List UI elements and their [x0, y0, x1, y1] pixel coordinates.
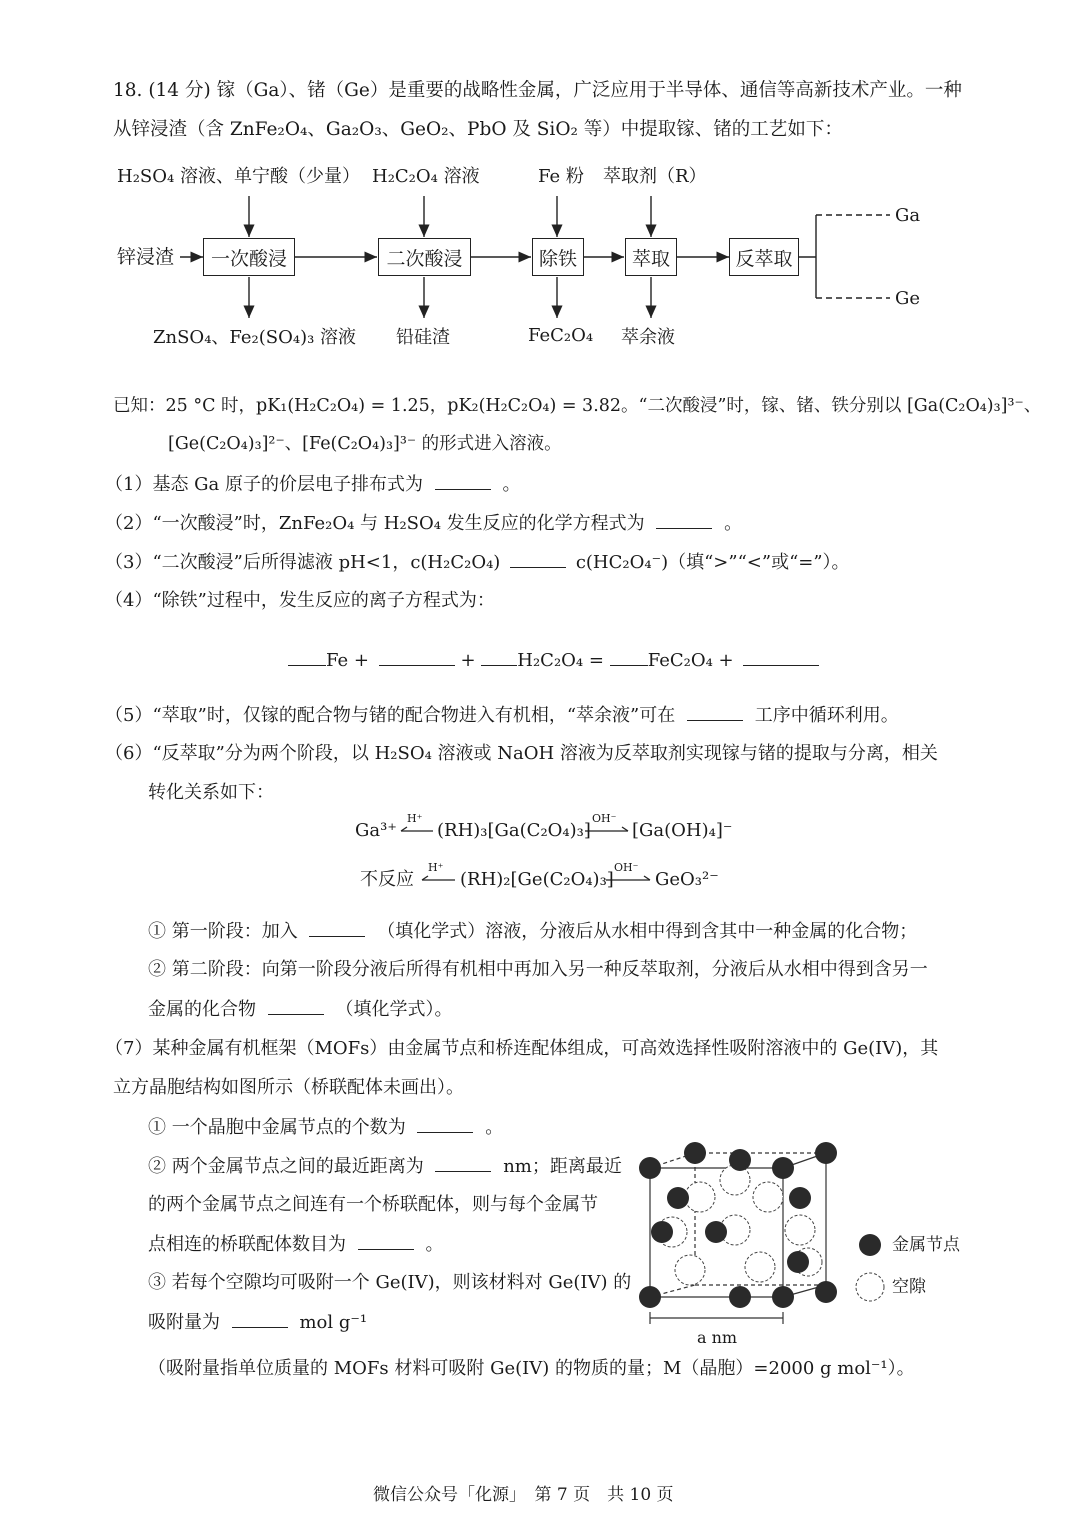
flow-step-1: 一次酸浸: [203, 238, 295, 276]
question-intro: 镓（Ga）、锗（Ge）是重要的战略性金属，广泛应用于半导体、通信等高新技术产业。一种: [216, 80, 962, 101]
q4-eq-fec2o4: FeC₂O₄ +: [647, 650, 734, 671]
q6-s1-text: ① 第一阶段：加入: [148, 921, 298, 942]
q4-equation: [288, 651, 819, 670]
q7-s2-blank[interactable]: [435, 1157, 491, 1172]
q1-text: （1）基态 Ga 原子的价层电子排布式为: [105, 474, 424, 495]
q3-rest: c(HC₂O₄⁻)（填“>”“<”或“=”）。: [575, 552, 850, 573]
q6-r1-oh: OH⁻: [592, 812, 617, 825]
question-number: 18.: [113, 80, 143, 101]
flow-step-4: 萃取: [625, 238, 677, 276]
crystal-cell-figure: [639, 1142, 884, 1324]
q4-blank-3[interactable]: [481, 651, 517, 666]
question-header: [113, 82, 962, 101]
flow-output-2: 铅硅渣: [396, 327, 450, 348]
q6-stage-1: [148, 922, 917, 941]
q4-blank-1[interactable]: [288, 651, 326, 666]
q6-text-2: 转化关系如下：: [148, 782, 274, 803]
flow-input-3: Fe 粉: [538, 166, 584, 187]
q1-blank[interactable]: [435, 475, 491, 490]
q2-blank[interactable]: [656, 514, 712, 529]
q6-s2-blank[interactable]: [268, 1000, 324, 1015]
q7-s3b-line: [148, 1313, 367, 1332]
q6-s1-blank[interactable]: [309, 922, 365, 937]
legend-void: 空隙: [892, 1277, 926, 1297]
q4-text: （4）“除铁”过程中，发生反应的离子方程式为：: [105, 590, 495, 611]
q6-r1-left: Ga³⁺: [355, 820, 397, 841]
q7-s2d-blank[interactable]: [358, 1235, 414, 1250]
q6-r2-right: GeO₃²⁻: [655, 869, 719, 890]
flow-product-ga: Ga: [895, 205, 921, 226]
q1: [105, 475, 520, 494]
q6-r1-h: H⁺: [407, 812, 423, 825]
q7-s1: [148, 1118, 503, 1137]
known-line-1: 已知：25 °C 时，pK₁(H₂C₂O₄) = 1.25，pK₂(H₂C₂O₄) = 3.82。“二次酸浸”时，镓、锗、铁分别以 [Ga(C₂O₄)₃]³⁻、: [113, 396, 1042, 416]
q5: [105, 706, 899, 725]
q2-end: 。: [724, 513, 743, 534]
q6-stage-2b: [148, 1000, 452, 1019]
q7-text-2: 立方晶胞结构如图所示（桥联配体未画出）。: [113, 1077, 464, 1098]
q6-r1-mid: (RH)₃[Ga(C₂O₄)₃]: [437, 820, 591, 841]
edge-label: a nm: [697, 1328, 738, 1347]
q7-s2-unit: nm；距离最近: [503, 1156, 622, 1177]
q4-eq-h2c2o4: H₂C₂O₄ =: [517, 650, 604, 671]
flow-product-ge: Ge: [895, 288, 921, 309]
q3-text: （3）“二次酸浸”后所得滤液 pH<1，c(H₂C₂O₄): [105, 552, 501, 573]
flow-input-4: 萃取剂（R）: [603, 166, 707, 187]
q2: [105, 514, 742, 533]
q5-text: （5）“萃取”时，仅镓的配合物与锗的配合物进入有机相，“萃余液”可在: [105, 705, 676, 726]
q6-r2-oh: OH⁻: [614, 861, 639, 874]
flow-step-5: 反萃取: [729, 238, 799, 276]
q6-r2-h: H⁺: [428, 861, 444, 874]
q6-text-1: （6）“反萃取”分为两个阶段，以 H₂SO₄ 溶液或 NaOH 溶液为反萃取剂实现镓与锗的提取与分离，相关: [105, 743, 938, 764]
q2-text: （2）“一次酸浸”时，ZnFe₂O₄ 与 H₂SO₄ 发生反应的化学方程式为: [105, 513, 645, 534]
q7-s3-unit: mol g⁻¹: [299, 1312, 368, 1333]
q7-text-1: （7）某种金属有机框架（MOFs）由金属节点和桥连配体组成，可高效选择性吸附溶液中的 Ge(IV)，其: [105, 1038, 939, 1059]
q6-s1-rest: （填化学式）溶液，分液后从水相中得到含其中一种金属的化合物；: [377, 921, 918, 942]
q7-s3-blank[interactable]: [232, 1313, 288, 1328]
q4-blank-2[interactable]: [379, 651, 455, 666]
q6-s2-text: ② 第二阶段：向第一阶段分液后所得有机相中再加入另一种反萃取剂，分液后从水相中得到含另一: [148, 959, 928, 980]
q7-s2d-end: 。: [425, 1234, 444, 1255]
q7-s2d-text: 点相连的桥联配体数目为: [148, 1234, 346, 1255]
q4-eq-plus: +: [460, 650, 476, 671]
q7-s3a: ③ 若每个空隙均可吸附一个 Ge(IV)，则该材料对 Ge(IV) 的: [148, 1272, 632, 1293]
q7-s1-end: 。: [485, 1117, 504, 1138]
q7-s2: [148, 1157, 622, 1176]
q5-blank[interactable]: [687, 706, 743, 721]
q7-s2c: 的两个金属节点之间连有一个桥联配体，则与每个金属节: [148, 1194, 598, 1215]
q4-blank-5[interactable]: [743, 651, 819, 666]
flow-output-3: FeC₂O₄: [528, 325, 594, 346]
flow-start: 锌浸渣: [117, 246, 175, 268]
q6-s2c-text: （填化学式）。: [335, 999, 453, 1020]
flow-input-2: H₂C₂O₄ 溶液: [372, 166, 480, 187]
flow-output-1: ZnSO₄、Fe₂(SO₄)₃ 溶液: [153, 327, 357, 348]
q6-r2-mid: (RH)₂[Ge(C₂O₄)₃]: [460, 869, 614, 890]
q7-s2-text: ② 两个金属节点之间的最近距离为: [148, 1156, 424, 1177]
q6-s2b-text: 金属的化合物: [148, 999, 256, 1020]
q4-eq-fe: Fe +: [326, 650, 369, 671]
q3-blank[interactable]: [510, 553, 566, 568]
flow-step-2: 二次酸浸: [378, 238, 471, 276]
q4-blank-4[interactable]: [610, 651, 648, 666]
q3: [105, 553, 850, 572]
q7-s1-blank[interactable]: [417, 1118, 473, 1133]
legend-node: 金属节点: [892, 1235, 960, 1255]
question-intro-2: 从锌浸渣（含 ZnFe₂O₄、Ga₂O₃、GeO₂、PbO 及 SiO₂ 等）中提取镓、锗的工艺如下：: [113, 119, 843, 140]
flow-input-1: H₂SO₄ 溶液、单宁酸（少量）: [117, 166, 360, 187]
flow-step-3: 除铁: [532, 238, 584, 276]
q6-r2-left: 不反应: [360, 869, 414, 890]
q1-end: 。: [502, 474, 521, 495]
q5-end: 工序中循环利用。: [754, 705, 899, 726]
q7-s2d-line: [148, 1235, 443, 1254]
q7-s1-text: ① 一个晶胞中金属节点的个数为: [148, 1117, 406, 1138]
q7-note: （吸附量指单位质量的 MOFs 材料可吸附 Ge(IV) 的物质的量；M（晶胞）=2000 g mol⁻¹）。: [148, 1358, 915, 1379]
flow-output-4: 萃余液: [621, 327, 675, 348]
q6-r1-right: [Ga(OH)₄]⁻: [632, 820, 733, 841]
page-footer: 微信公众号「化源」 第 7 页 共 10 页: [373, 1485, 674, 1505]
question-points: (14 分): [148, 80, 211, 101]
q7-s3b-text: 吸附量为: [148, 1312, 220, 1333]
known-line-2: [Ge(C₂O₄)₃]²⁻、[Fe(C₂O₄)₃]³⁻ 的形式进入溶液。: [168, 434, 562, 454]
